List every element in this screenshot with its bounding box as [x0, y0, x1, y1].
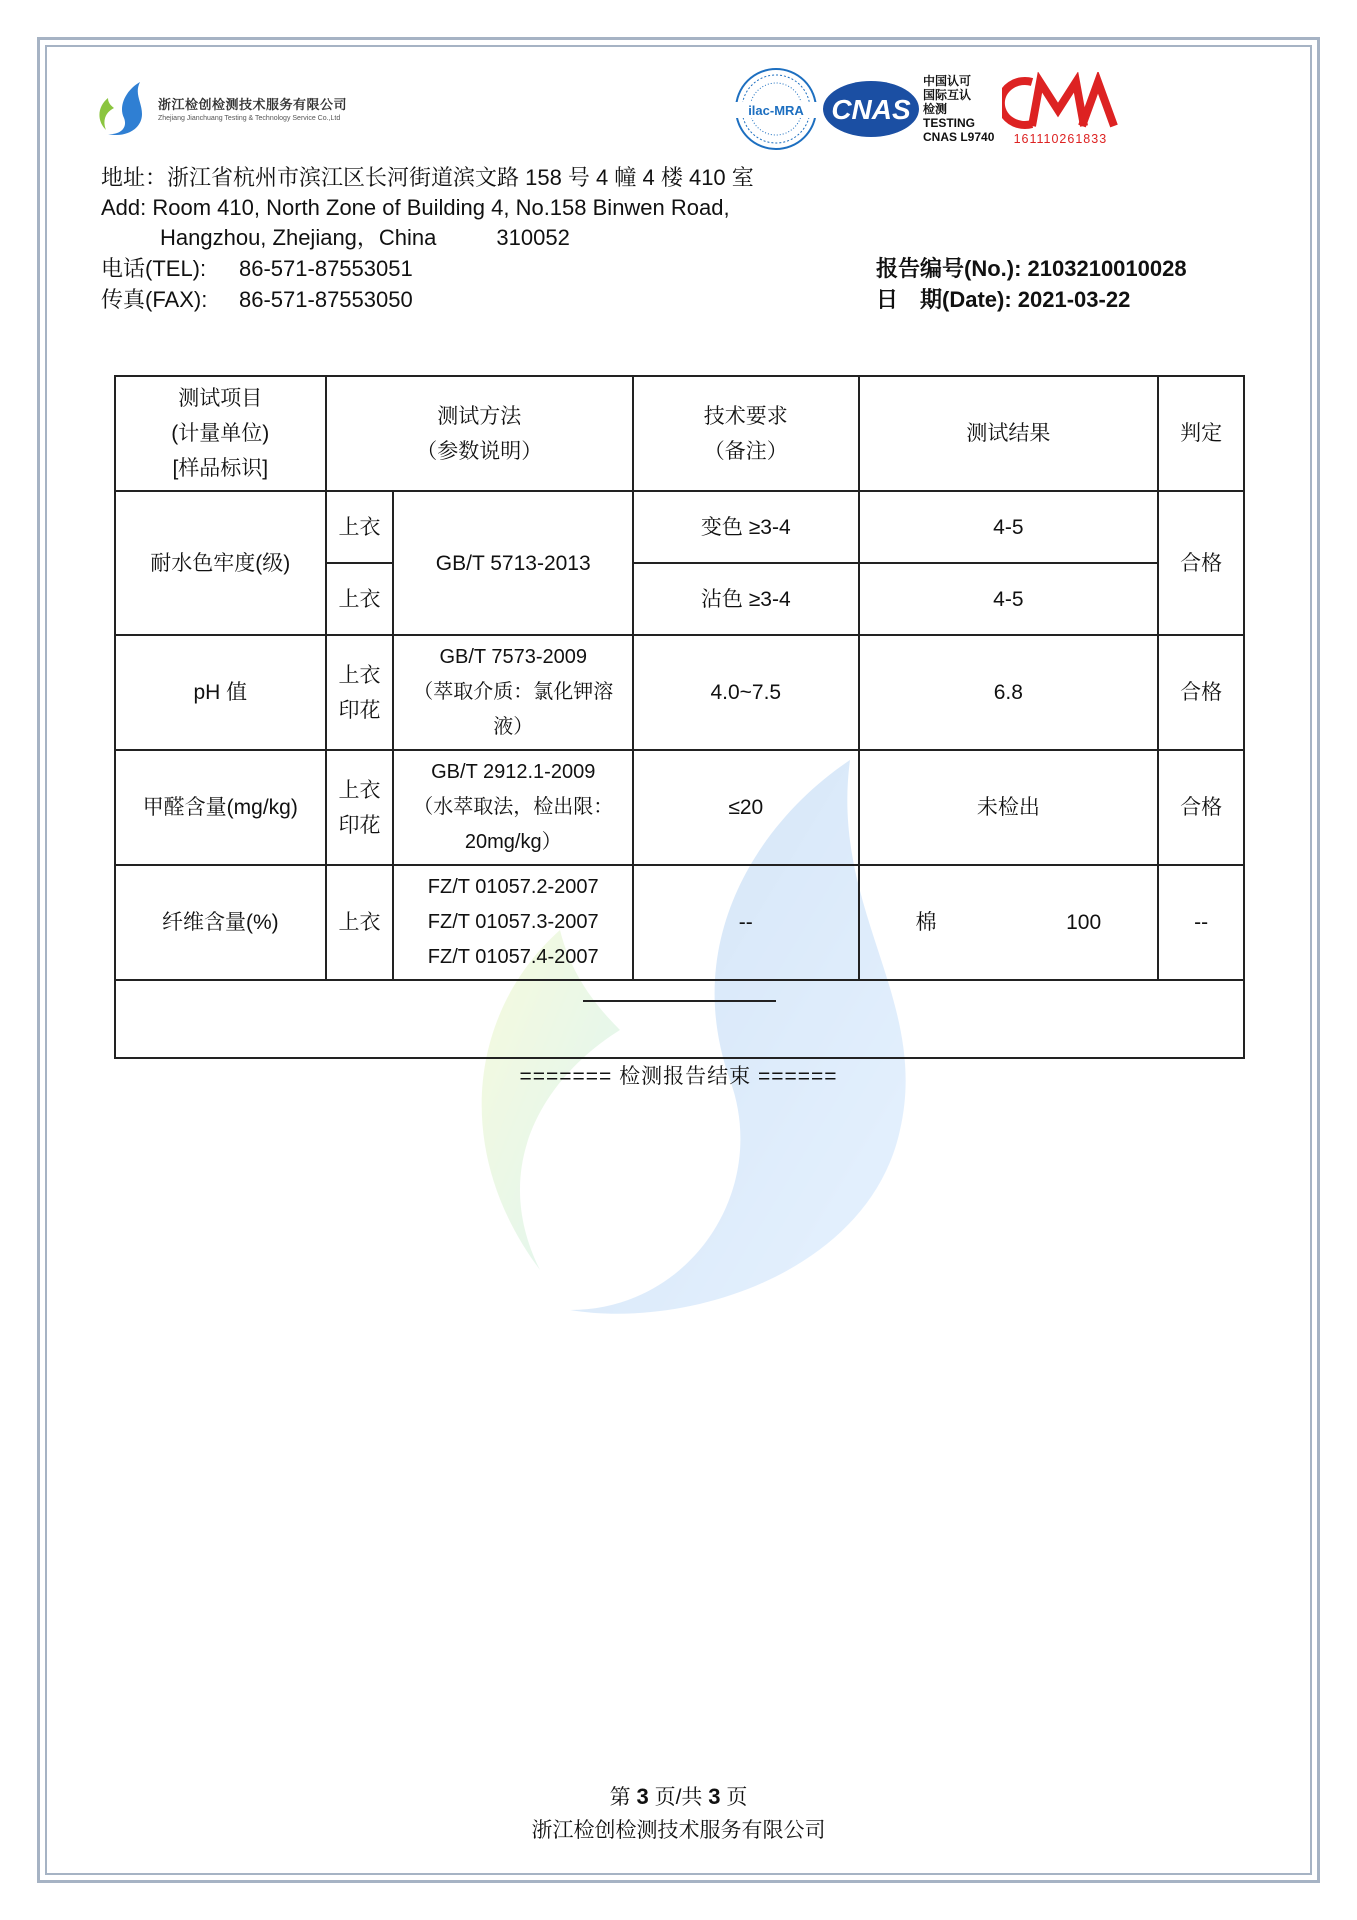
- fax-line: [101, 284, 413, 315]
- table-header-row: [115, 376, 1244, 491]
- cma-number: 161110261833: [1013, 132, 1108, 146]
- header-result: 测试结果: [859, 376, 1159, 491]
- cell-text: 上衣: [338, 663, 381, 687]
- table-end-cell: [115, 980, 1244, 1058]
- header-item: [115, 376, 326, 491]
- svg-text:CNAS: CNAS: [831, 94, 911, 125]
- tel-label: 电话(TEL):: [101, 256, 207, 281]
- cnas-text: [923, 74, 994, 144]
- cell-text: （萃取介质：氯化钾溶: [413, 681, 614, 703]
- header-requirement: [633, 376, 859, 491]
- footer-company: 浙江检创检测技术服务有限公司: [531, 1819, 826, 1842]
- fiber-name: 棉: [915, 911, 937, 934]
- address-cn: 地址：浙江省杭州市滨江区长河街道滨文路 158 号 4 幢 4 楼 410 室: [101, 165, 754, 190]
- ilac-mra-logo: [733, 66, 819, 152]
- cell-verdict: 合格: [1158, 750, 1244, 865]
- fax-value: 86-571-87553050: [239, 287, 413, 312]
- cell-requirement: --: [633, 865, 859, 980]
- results-table: [114, 375, 1245, 1059]
- page-suffix: 页: [726, 1786, 748, 1809]
- header-text: 技术要求: [703, 404, 788, 428]
- cell-requirement: 4.0~7.5: [633, 635, 859, 750]
- cell-item: 耐水色牢度(级): [115, 491, 326, 635]
- header-text: [样品标识]: [172, 457, 269, 480]
- page-number: [0, 1780, 1357, 1814]
- cnas-text-line: CNAS L9740: [923, 130, 995, 144]
- page-prefix: 第: [609, 1786, 631, 1809]
- cell-result: 4-5: [859, 563, 1159, 635]
- cell-requirement: 沾色 ≥3-4: [633, 563, 859, 635]
- report-number: 2103210010028: [1027, 256, 1187, 281]
- cell-requirement: 变色 ≥3-4: [633, 491, 859, 563]
- table-row: [115, 750, 1244, 865]
- table-row: [115, 491, 1244, 563]
- address-en-line2: [101, 223, 754, 253]
- cell-item: pH 值: [115, 635, 326, 750]
- contact-block: [101, 253, 413, 315]
- cell-text: 液）: [493, 716, 534, 738]
- fiber-value: 100: [1066, 911, 1102, 934]
- cell-text: FZ/T 01057.2-2007: [427, 876, 599, 898]
- total-pages: 3: [708, 1784, 721, 1809]
- report-number-line: [876, 253, 1187, 284]
- header-method: [326, 376, 633, 491]
- address-zip: 310052: [496, 225, 570, 250]
- cell-verdict: 合格: [1158, 491, 1244, 635]
- cnas-logo: [821, 79, 921, 139]
- cell-sample: 上衣: [326, 865, 394, 980]
- report-date: 2021-03-22: [1017, 287, 1131, 312]
- cell-text: （水萃取法，检出限：: [413, 796, 614, 818]
- cell-verdict: 合格: [1158, 635, 1244, 750]
- page-mid: 页/共: [654, 1786, 703, 1809]
- company-name-en: Zhejiang Jianchuang Testing & Technology Service Co.,Ltd: [158, 115, 341, 122]
- report-date-line: [876, 284, 1187, 315]
- tel-value: 86-571-87553051: [239, 256, 413, 281]
- cell-text: 上衣: [338, 778, 381, 802]
- company-logo: [96, 80, 347, 136]
- cnas-text-line: 中国认可: [923, 74, 972, 88]
- cell-sample: 上衣: [326, 491, 394, 563]
- address-en-line1: Add: Room 410, North Zone of Building 4, No.158 Binwen Road,: [101, 195, 730, 220]
- company-name-cn: 浙江检创检测技术服务有限公司: [158, 97, 348, 112]
- cell-requirement: ≤20: [633, 750, 859, 865]
- footer: [0, 1780, 1357, 1847]
- cell-sample: [326, 635, 394, 750]
- cell-text: 印花: [338, 698, 381, 722]
- table-row: [115, 635, 1244, 750]
- cma-logo: [1002, 72, 1118, 146]
- header-text: （参数说明）: [416, 439, 543, 463]
- cell-result: 6.8: [859, 635, 1159, 750]
- tel-line: [101, 253, 413, 284]
- fax-label: 传真(FAX):: [101, 287, 208, 312]
- report-number-label: 报告编号(No.):: [876, 256, 1028, 281]
- company-logo-icon: [96, 80, 148, 136]
- cell-text: GB/T 7573-2009: [439, 646, 587, 668]
- cell-result: 未检出: [859, 750, 1159, 865]
- table-row: [115, 865, 1244, 980]
- table-end-row: [115, 980, 1244, 1058]
- cma-mark-icon: [1002, 72, 1118, 134]
- report-info: [876, 253, 1187, 315]
- header-text: （备注）: [703, 439, 788, 463]
- cell-method: [393, 635, 633, 750]
- cell-result: 4-5: [859, 491, 1159, 563]
- report-date-label: 日 期(Date):: [876, 287, 1018, 312]
- cell-text: 印花: [338, 813, 381, 837]
- current-page: 3: [636, 1784, 649, 1809]
- header-text: 测试方法: [437, 404, 522, 428]
- cell-text: GB/T 2912.1-2009: [431, 761, 596, 783]
- cell-sample: 上衣: [326, 563, 394, 635]
- cell-sample: [326, 750, 394, 865]
- cell-item: 甲醛含量(mg/kg): [115, 750, 326, 865]
- cell-method: GB/T 5713-2013: [393, 491, 633, 635]
- cell-method: [393, 750, 633, 865]
- report-end-text: ======= 检测报告结束 ======: [519, 1065, 838, 1088]
- cnas-text-line: TESTING: [923, 116, 976, 130]
- cell-result: [859, 865, 1159, 980]
- cell-item: 纤维含量(%): [115, 865, 326, 980]
- address-city: Hangzhou, Zhejiang，China: [160, 225, 437, 250]
- address-block: [101, 163, 754, 253]
- cell-text: FZ/T 01057.4-2007: [427, 946, 599, 968]
- header-verdict: 判定: [1158, 376, 1244, 491]
- certification-logos: [733, 66, 1118, 152]
- header-text: 测试项目: [178, 387, 263, 410]
- cell-method: [393, 865, 633, 980]
- end-divider: [583, 1000, 776, 1002]
- header-text: (计量单位): [171, 422, 270, 445]
- cnas-text-line: 检测: [923, 102, 948, 116]
- svg-text:ilac-MRA: ilac-MRA: [748, 103, 804, 118]
- cnas-text-line: 国际互认: [923, 88, 972, 102]
- cell-verdict: --: [1158, 865, 1244, 980]
- cell-text: FZ/T 01057.3-2007: [427, 911, 599, 933]
- cell-text: 20mg/kg）: [464, 831, 562, 853]
